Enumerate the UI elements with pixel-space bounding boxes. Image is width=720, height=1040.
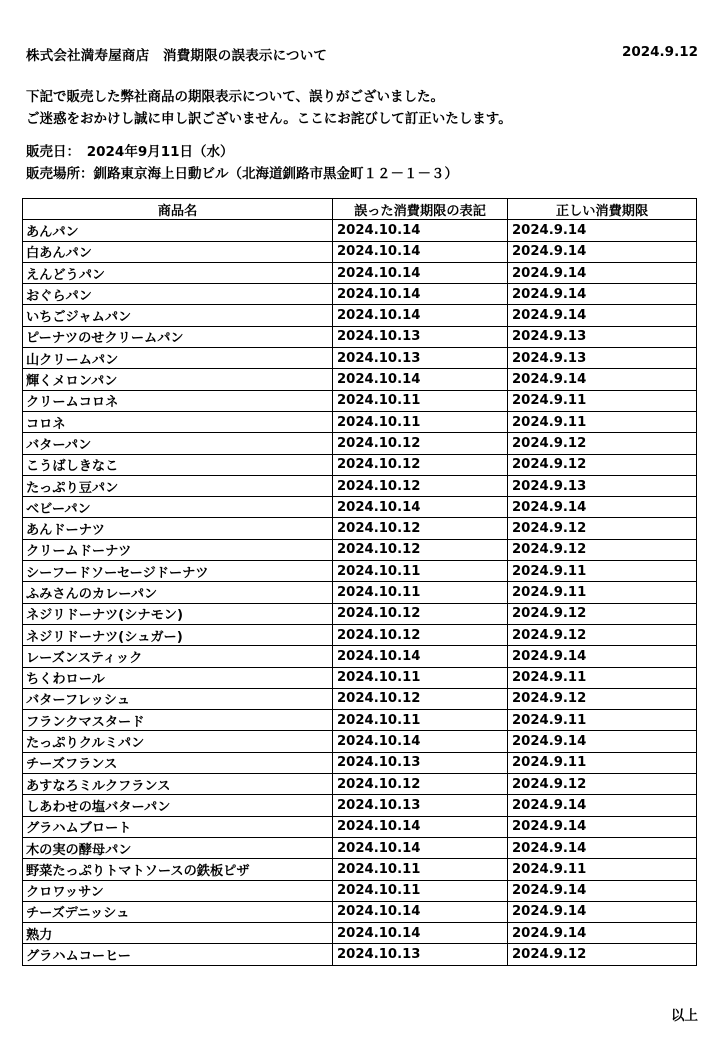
product-name-cell: チーズフランス [23, 752, 333, 773]
product-name-cell: 山クリームパン [23, 348, 333, 369]
correct-expiry-cell: 2024.9.14 [508, 241, 697, 262]
wrong-expiry-cell: 2024.10.12 [333, 475, 508, 496]
wrong-expiry-cell: 2024.10.13 [333, 795, 508, 816]
wrong-expiry-cell: 2024.10.11 [333, 411, 508, 432]
table-row [23, 816, 697, 837]
table-row [23, 752, 697, 773]
table-row [23, 348, 697, 369]
product-table [22, 198, 697, 966]
table-row [23, 688, 697, 709]
product-name-cell: おぐらパン [23, 284, 333, 305]
correct-expiry-cell: 2024.9.12 [508, 944, 697, 965]
product-name-cell: あんドーナツ [23, 518, 333, 539]
table-row [23, 837, 697, 858]
product-name-cell: ふみさんのカレーパン [23, 582, 333, 603]
table-row [23, 433, 697, 454]
correct-expiry-cell: 2024.9.12 [508, 774, 697, 795]
table-row [23, 262, 697, 283]
correct-expiry-cell: 2024.9.14 [508, 837, 697, 858]
table-row [23, 369, 697, 390]
wrong-expiry-cell: 2024.10.11 [333, 390, 508, 411]
product-name-cell: クリームドーナツ [23, 539, 333, 560]
sale-date: 販売日： 2024年9月11日（水） [26, 144, 234, 160]
table-row [23, 923, 697, 944]
wrong-expiry-cell: 2024.10.12 [333, 539, 508, 560]
correct-expiry-cell: 2024.9.11 [508, 752, 697, 773]
wrong-expiry-cell: 2024.10.14 [333, 220, 508, 241]
product-name-cell: ピーナツのせクリームパン [23, 326, 333, 347]
wrong-expiry-cell: 2024.10.14 [333, 262, 508, 283]
table-row [23, 774, 697, 795]
table-row [23, 710, 697, 731]
correct-expiry-cell: 2024.9.11 [508, 667, 697, 688]
product-name-cell: しあわせの塩バターパン [23, 795, 333, 816]
table-row [23, 561, 697, 582]
product-name-cell: えんどうパン [23, 262, 333, 283]
table-row [23, 497, 697, 518]
correct-expiry-cell: 2024.9.14 [508, 262, 697, 283]
correct-expiry-cell: 2024.9.12 [508, 539, 697, 560]
correct-expiry-cell: 2024.9.14 [508, 880, 697, 901]
wrong-expiry-cell: 2024.10.12 [333, 454, 508, 475]
product-name-cell: 木の実の酵母パン [23, 837, 333, 858]
table-row [23, 731, 697, 752]
table-row [23, 241, 697, 262]
wrong-expiry-cell: 2024.10.14 [333, 646, 508, 667]
wrong-expiry-cell: 2024.10.12 [333, 688, 508, 709]
product-name-cell: バターパン [23, 433, 333, 454]
wrong-expiry-cell: 2024.10.12 [333, 774, 508, 795]
correct-expiry-cell: 2024.9.13 [508, 475, 697, 496]
wrong-expiry-cell: 2024.10.13 [333, 348, 508, 369]
wrong-expiry-cell: 2024.10.14 [333, 837, 508, 858]
correct-expiry-cell: 2024.9.13 [508, 326, 697, 347]
table-row [23, 944, 697, 965]
correct-expiry-cell: 2024.9.14 [508, 646, 697, 667]
product-name-cell: レーズンスティック [23, 646, 333, 667]
correct-expiry-cell: 2024.9.12 [508, 688, 697, 709]
notice-line-1: 下記で販売した弊社商品の期限表示について、誤りがございました。 [26, 89, 444, 105]
correct-expiry-cell: 2024.9.14 [508, 795, 697, 816]
sale-place: 販売場所：釧路東京海上日動ビル（北海道釧路市黒金町１２－１－３） [26, 166, 458, 182]
table-header-row [23, 199, 697, 220]
table-row [23, 326, 697, 347]
sale-info [26, 141, 458, 185]
product-name-cell: あすなろミルクフランス [23, 774, 333, 795]
table-row [23, 305, 697, 326]
wrong-expiry-cell: 2024.10.11 [333, 859, 508, 880]
table-row [23, 518, 697, 539]
header-product-name: 商品名 [23, 199, 333, 220]
table-row [23, 284, 697, 305]
correct-expiry-cell: 2024.9.14 [508, 305, 697, 326]
table-row [23, 539, 697, 560]
product-name-cell: グラハムコーヒー [23, 944, 333, 965]
wrong-expiry-cell: 2024.10.12 [333, 624, 508, 645]
product-name-cell: 輝くメロンパン [23, 369, 333, 390]
product-name-cell: たっぷりクルミパン [23, 731, 333, 752]
wrong-expiry-cell: 2024.10.11 [333, 561, 508, 582]
header-correct-expiry: 正しい消費期限 [508, 199, 697, 220]
table-row [23, 901, 697, 922]
product-name-cell: こうばしきなこ [23, 454, 333, 475]
product-rows [23, 220, 697, 965]
wrong-expiry-cell: 2024.10.14 [333, 731, 508, 752]
wrong-expiry-cell: 2024.10.14 [333, 497, 508, 518]
correct-expiry-cell: 2024.9.12 [508, 433, 697, 454]
wrong-expiry-cell: 2024.10.14 [333, 305, 508, 326]
product-name-cell: グラハムブロート [23, 816, 333, 837]
table-row [23, 454, 697, 475]
product-name-cell: チーズデニッシュ [23, 901, 333, 922]
wrong-expiry-cell: 2024.10.14 [333, 241, 508, 262]
notice-paragraph [26, 86, 512, 130]
table-row [23, 411, 697, 432]
correct-expiry-cell: 2024.9.13 [508, 348, 697, 369]
correct-expiry-cell: 2024.9.11 [508, 859, 697, 880]
correct-expiry-cell: 2024.9.11 [508, 582, 697, 603]
wrong-expiry-cell: 2024.10.14 [333, 816, 508, 837]
table-row [23, 667, 697, 688]
product-name-cell: 野菜たっぷりトマトソースの鉄板ピザ [23, 859, 333, 880]
correct-expiry-cell: 2024.9.14 [508, 901, 697, 922]
product-name-cell: ベビーパン [23, 497, 333, 518]
wrong-expiry-cell: 2024.10.12 [333, 433, 508, 454]
wrong-expiry-cell: 2024.10.13 [333, 326, 508, 347]
wrong-expiry-cell: 2024.10.13 [333, 944, 508, 965]
product-name-cell: ネジリドーナツ(シナモン) [23, 603, 333, 624]
correct-expiry-cell: 2024.9.14 [508, 284, 697, 305]
product-name-cell: クロワッサン [23, 880, 333, 901]
wrong-expiry-cell: 2024.10.11 [333, 880, 508, 901]
table-row [23, 582, 697, 603]
correct-expiry-cell: 2024.9.14 [508, 220, 697, 241]
correct-expiry-cell: 2024.9.14 [508, 923, 697, 944]
product-name-cell: あんパン [23, 220, 333, 241]
table-row [23, 859, 697, 880]
product-name-cell: コロネ [23, 411, 333, 432]
correct-expiry-cell: 2024.9.14 [508, 731, 697, 752]
product-name-cell: たっぷり豆パン [23, 475, 333, 496]
table-row [23, 220, 697, 241]
correct-expiry-cell: 2024.9.12 [508, 454, 697, 475]
correct-expiry-cell: 2024.9.14 [508, 816, 697, 837]
wrong-expiry-cell: 2024.10.13 [333, 752, 508, 773]
closing-remark: 以上 [671, 1008, 698, 1024]
product-name-cell: フランクマスタード [23, 710, 333, 731]
table-row [23, 603, 697, 624]
product-name-cell: バターフレッシュ [23, 688, 333, 709]
wrong-expiry-cell: 2024.10.14 [333, 369, 508, 390]
product-name-cell: いちごジャムパン [23, 305, 333, 326]
table-row [23, 880, 697, 901]
product-name-cell: ネジリドーナツ(シュガー) [23, 624, 333, 645]
correct-expiry-cell: 2024.9.14 [508, 497, 697, 518]
wrong-expiry-cell: 2024.10.11 [333, 667, 508, 688]
wrong-expiry-cell: 2024.10.12 [333, 518, 508, 539]
correct-expiry-cell: 2024.9.12 [508, 624, 697, 645]
notice-line-2: ご迷惑をおかけし誠に申し訳ございません。ここにお詫びして訂正いたします。 [26, 111, 512, 127]
wrong-expiry-cell: 2024.10.11 [333, 582, 508, 603]
wrong-expiry-cell: 2024.10.14 [333, 901, 508, 922]
correct-expiry-cell: 2024.9.11 [508, 390, 697, 411]
document-date: 2024.9.12 [621, 44, 698, 60]
table-row [23, 795, 697, 816]
document-title: 株式会社満寿屋商店 消費期限の誤表示について [26, 48, 328, 64]
product-name-cell: クリームコロネ [23, 390, 333, 411]
table-row [23, 475, 697, 496]
product-name-cell: シーフードソーセージドーナツ [23, 561, 333, 582]
correct-expiry-cell: 2024.9.12 [508, 518, 697, 539]
wrong-expiry-cell: 2024.10.11 [333, 710, 508, 731]
wrong-expiry-cell: 2024.10.14 [333, 923, 508, 944]
header-wrong-expiry: 誤った消費期限の表記 [333, 199, 508, 220]
product-name-cell: 白あんパン [23, 241, 333, 262]
correct-expiry-cell: 2024.9.12 [508, 603, 697, 624]
product-name-cell: 熟力 [23, 923, 333, 944]
product-name-cell: ちくわロール [23, 667, 333, 688]
table-row [23, 390, 697, 411]
wrong-expiry-cell: 2024.10.14 [333, 284, 508, 305]
correct-expiry-cell: 2024.9.11 [508, 561, 697, 582]
correct-expiry-cell: 2024.9.11 [508, 411, 697, 432]
wrong-expiry-cell: 2024.10.12 [333, 603, 508, 624]
table-row [23, 646, 697, 667]
correct-expiry-cell: 2024.9.14 [508, 369, 697, 390]
correct-expiry-cell: 2024.9.11 [508, 710, 697, 731]
table-row [23, 624, 697, 645]
